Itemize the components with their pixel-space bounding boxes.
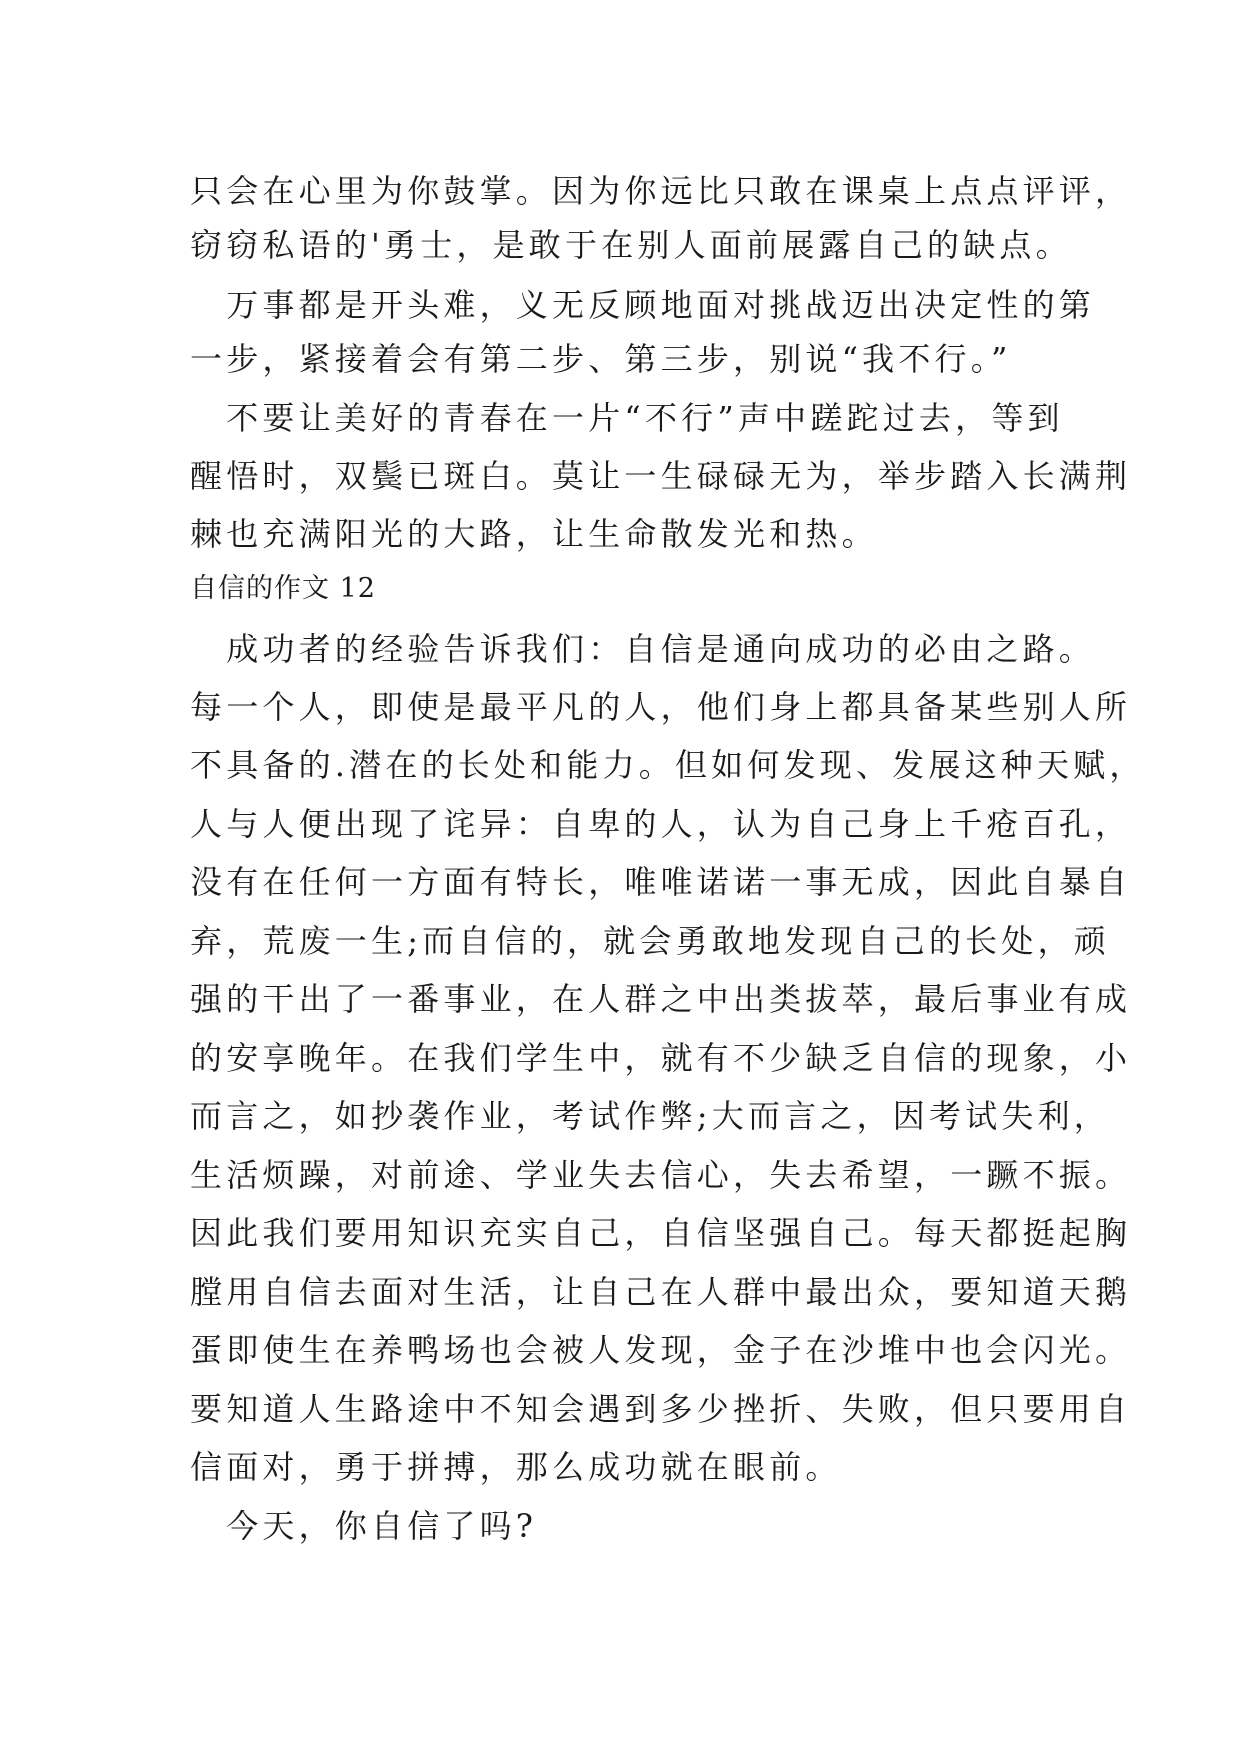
- section-heading: 自信的作文 12: [190, 573, 376, 604]
- text-line: 只会在心里为你鼓掌。因为你远比只敢在课桌上点点评评，: [190, 172, 1132, 210]
- text-line: 一步，紧接着会有第二步、第三步，别说“我不行。”: [190, 340, 1012, 378]
- text-line: 生活烦躁，对前途、学业失去信心，失去希望，一蹶不振。: [190, 1156, 1132, 1194]
- text-line: 棘也充满阳光的大路，让生命散发光和热。: [190, 515, 878, 553]
- text-line: 不具备的.潜在的长处和能力。但如何发现、发展这种天赋，: [190, 746, 1146, 784]
- text-line: 而言之，如抄袭作业，考试作弊;大而言之，因考试失利，: [190, 1097, 1110, 1135]
- text-line: 每一个人，即使是最平凡的人，他们身上都具备某些别人所: [190, 688, 1132, 726]
- text-line: 要知道人生路途中不知会遇到多少挫折、失败，但只要用自: [190, 1390, 1132, 1428]
- text-line: 因此我们要用知识充实自己，自信坚强自己。每天都挺起胸: [190, 1214, 1132, 1252]
- text-line: 醒悟时，双鬓已斑白。莫让一生碌碌无为，举步踏入长满荆: [190, 457, 1132, 495]
- text-line: 信面对，勇于拼搏，那么成功就在眼前。: [190, 1448, 842, 1486]
- text-line: 成功者的经验告诉我们：自信是通向成功的必由之路。: [190, 630, 1096, 668]
- text-line: 的安享晚年。在我们学生中，就有不少缺乏自信的现象，小: [190, 1039, 1132, 1077]
- text-line: 不要让美好的青春在一片“不行”声中蹉跎过去，等到: [190, 399, 1064, 437]
- text-line: 强的干出了一番事业，在人群之中出类拔萃，最后事业有成: [190, 980, 1132, 1018]
- text-line: 今天，你自信了吗?: [190, 1507, 538, 1545]
- text-line: 窃窃私语的'勇士，是敢于在别人面前展露自己的缺点。: [190, 226, 1072, 264]
- text-line: 膛用自信去面对生活，让自己在人群中最出众，要知道天鹅: [190, 1273, 1132, 1311]
- text-line: 弃，荒废一生;而自信的，就会勇敢地发现自己的长处，顽: [190, 922, 1110, 960]
- text-line: 人与人便出现了诧异：自卑的人，认为自己身上千疮百孔，: [190, 805, 1132, 843]
- text-line: 蛋即使生在养鸭场也会被人发现，金子在沙堆中也会闪光。: [190, 1331, 1132, 1369]
- text-line: 万事都是开头难，义无反顾地面对挑战迈出决定性的第: [190, 286, 1096, 324]
- text-line: 没有在任何一方面有特长，唯唯诺诺一事无成，因此自暴自: [190, 863, 1132, 901]
